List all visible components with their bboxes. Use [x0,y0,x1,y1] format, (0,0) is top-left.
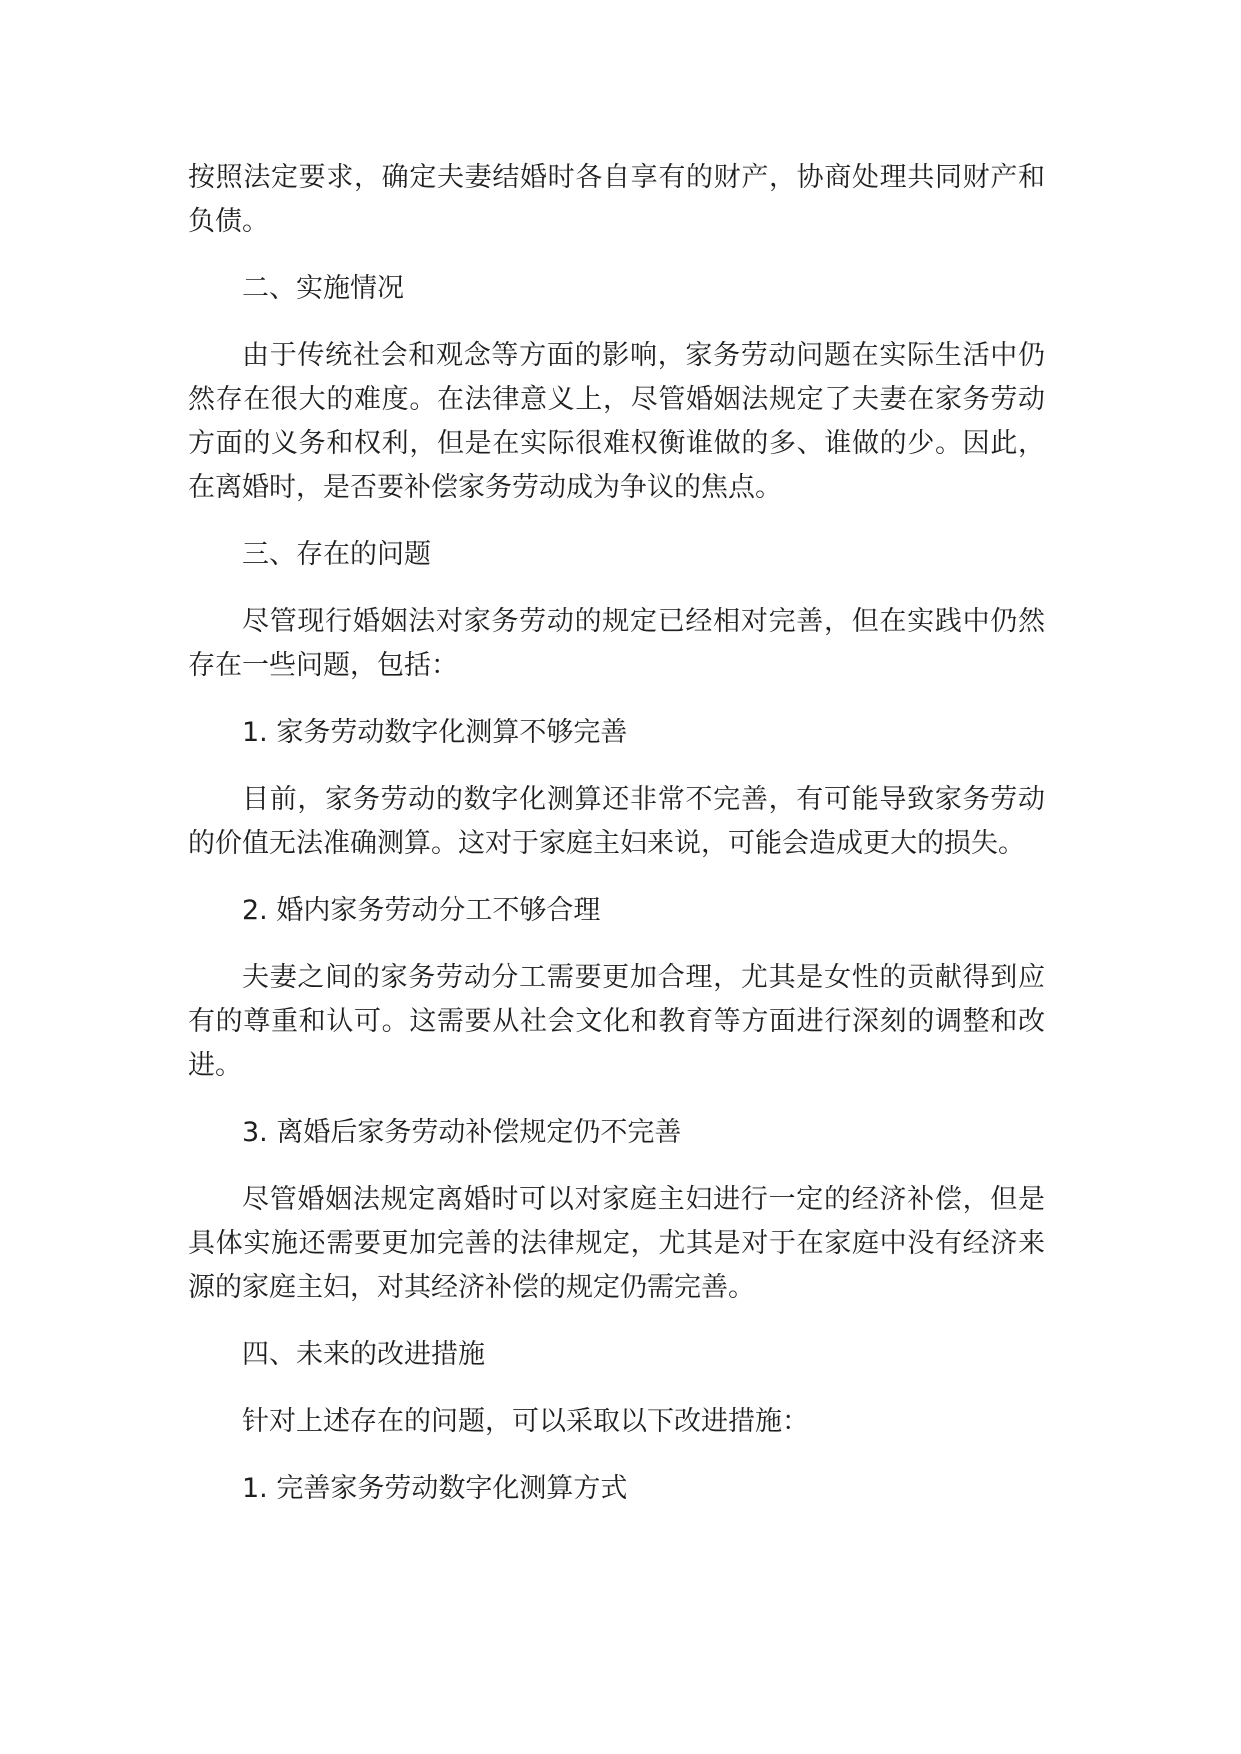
problem-item-3-heading: 3. 离婚后家务劳动补偿规定仍不完善 [242,1117,682,1148]
paragraph-implementation: 由于传统社会和观念等方面的影响，家务劳动问题在实际生活中仍然存在很大的难度。在法律意义上，尽管婚姻法规定了夫妻在家务劳动方面的义务和权利，但是在实际很难权衡谁做的多、谁做的少。因此，在离婚时，是否要补偿家务劳动成为争议的焦点。 [188,340,1045,503]
problem-item-3-text: 尽管婚姻法规定离婚时可以对家庭主妇进行一定的经济补偿，但是具体实施还需要更加完善的法律规定，尤其是对于在家庭中没有经济来源的家庭主妇，对其经济补偿的规定仍需完善。 [188,1184,1045,1303]
document-body [188,156,1045,1534]
improvement-item-1-heading: 1. 完善家务劳动数字化测算方式 [242,1473,628,1504]
problem-item-1-text: 目前，家务劳动的数字化测算还非常不完善，有可能导致家务劳动的价值无法准确测算。这对于家庭主妇来说，可能会造成更大的损失。 [188,784,1045,859]
section-heading-implementation: 二、实施情况 [242,273,404,304]
problem-item-2-heading: 2. 婚内家务劳动分工不够合理 [242,895,601,926]
section-heading-improvements: 四、未来的改进措施 [242,1339,485,1370]
paragraph-continuation: 按照法定要求，确定夫妻结婚时各自享有的财产，协商处理共同财产和负债。 [188,162,1045,237]
problem-item-1-heading: 1. 家务劳动数字化测算不够完善 [242,717,628,748]
paragraph-improvements-intro: 针对上述存在的问题，可以采取以下改进措施： [242,1406,809,1437]
section-heading-problems: 三、存在的问题 [242,539,431,570]
paragraph-problems-intro: 尽管现行婚姻法对家务劳动的规定已经相对完善，但在实践中仍然存在一些问题，包括： [188,606,1045,681]
problem-item-2-text: 夫妻之间的家务劳动分工需要更加合理，尤其是女性的贡献得到应有的尊重和认可。这需要从社会文化和教育等方面进行深刻的调整和改进。 [188,962,1045,1081]
